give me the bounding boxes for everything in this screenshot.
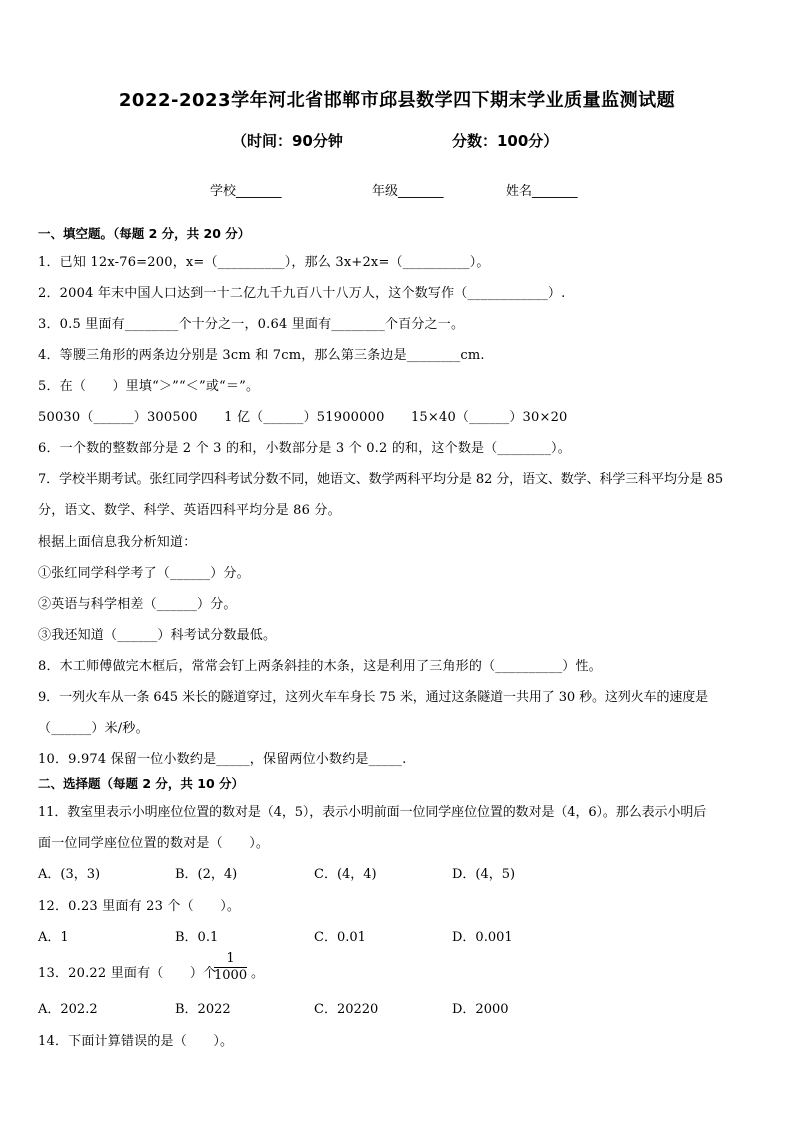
school-field: 学校_______ — [210, 184, 282, 199]
exam-time: （时间：90分钟 — [232, 132, 343, 150]
fraction — [214, 951, 247, 984]
option-c: C．20220 — [314, 1002, 379, 1017]
name-field: 姓名_______ — [506, 184, 578, 199]
question-line-end: 。 — [251, 966, 265, 981]
question-line: 10．9.974 保留一位小数约是_____，保留两位小数约是_____. — [38, 752, 407, 767]
question-line: 50030（______）300500 1 亿（______）51900000 15×40（______）30×20 — [38, 410, 568, 425]
question-line: 5．在（ ）里填“＞”“＜”或“＝”。 — [38, 379, 260, 394]
fraction-numerator: 1 — [214, 951, 247, 968]
question-line: 6．一个数的整数部分是 2 个 3 的和，小数部分是 3 个 0.2 的和，这个数是（________）。 — [38, 441, 571, 456]
option-c: C．0.01 — [314, 930, 366, 945]
option-c: C．(4，4) — [314, 867, 377, 882]
question-line: 2．2004 年末中国人口达到一十二亿九千九百八十八万人，这个数写作（____________）. — [38, 286, 566, 301]
question-line: ③我还知道（______）科考试分数最低。 — [38, 628, 277, 643]
question-line: 14．下面计算错误的是（ ）。 — [38, 1034, 234, 1049]
question-line: 13．20.22 里面有（ ）个 — [38, 966, 217, 981]
question-line: 分，语文、数学、科学、英语四科平均分是 86 分。 — [38, 503, 341, 518]
question-line: 7．学校半期考试。张红同学四科考试分数不同，她语文、数学两科平均分是 82 分，语文、数学、科学三科平均分是 85 — [38, 472, 724, 487]
question-line: 11．教室里表示小明座位位置的数对是（4，5），表示小明前面一位同学座位位置的数对是（4，6）。那么表示小明后 — [38, 805, 707, 820]
option-a: A．1 — [38, 930, 69, 945]
question-line: 8．木工师傅做完木框后，常常会钉上两条斜挂的木条，这是利用了三角形的（__________）性。 — [38, 659, 602, 674]
question-line: 1．已知 12x-76=200，x=（__________），那么 3x+2x=（__________）。 — [38, 255, 490, 270]
question-line: 根据上面信息我分析知道： — [38, 535, 197, 550]
section-heading-fill-blank: 一、填空题。（每题 2 分，共 20 分） — [38, 226, 251, 241]
question-line: 4．等腰三角形的两条边分别是 3cm 和 7cm，那么第三条边是________cm. — [38, 348, 485, 363]
option-d: D．2000 — [452, 1002, 509, 1017]
fraction-denominator: 1000 — [214, 968, 248, 983]
option-d: D．0.001 — [452, 930, 513, 945]
option-a: A．202.2 — [38, 1002, 98, 1017]
question-line: 3．0.5 里面有________个十分之一，0.64 里面有________个百分之一。 — [38, 317, 465, 332]
section-heading-choice: 二、选择题（每题 2 分，共 10 分） — [38, 776, 245, 791]
question-line: 面一位同学座位位置的数对是（ ）。 — [38, 836, 270, 851]
question-line: 12．0.23 里面有 23 个（ ）。 — [38, 899, 241, 914]
exam-title: 2022-2023学年河北省邯郸市邱县数学四下期末学业质量监测试题 — [118, 90, 676, 111]
question-line: （______）米/秒。 — [38, 721, 149, 736]
option-b: B．(2，4) — [175, 867, 238, 882]
option-b: B．0.1 — [175, 930, 219, 945]
option-a: A．(3，3) — [38, 867, 101, 882]
question-line: ①张红同学科学考了（______）分。 — [38, 566, 250, 581]
grade-field: 年级_______ — [372, 184, 444, 199]
exam-score: 分数：100分） — [452, 132, 559, 150]
question-line: ②英语与科学相差（______）分。 — [38, 597, 237, 612]
option-b: B．2022 — [175, 1002, 231, 1017]
option-d: D．(4，5) — [452, 867, 516, 882]
question-line: 9．一列火车从一条 645 米长的隧道穿过，这列火车车身长 75 米，通过这条隧道一共用了 30 秒。这列火车的速度是 — [38, 690, 709, 705]
